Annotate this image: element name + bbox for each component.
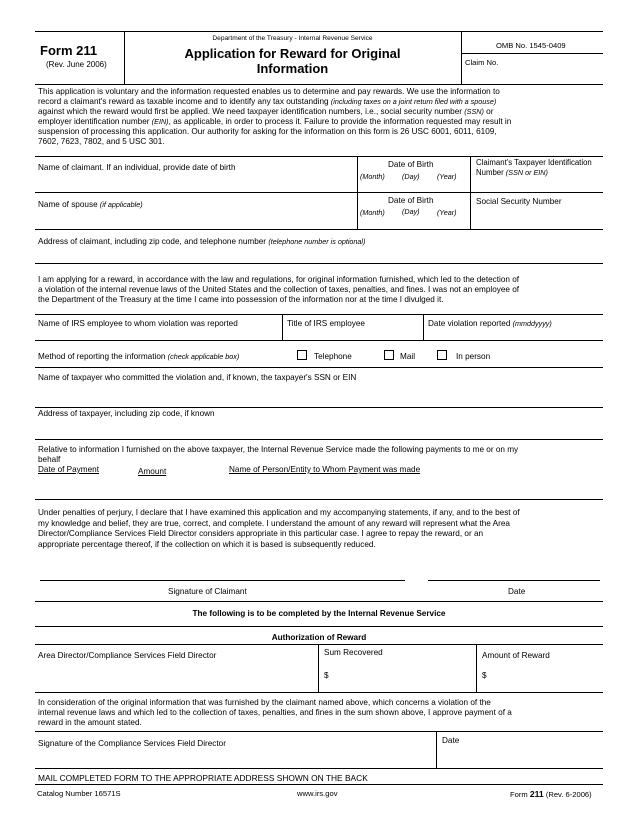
claimant-signature-field[interactable]	[40, 566, 405, 580]
claimant-dob-field[interactable]	[360, 183, 468, 191]
rule-declaration-top	[35, 263, 603, 264]
rule-director-signature-top	[35, 731, 603, 732]
rule-address-top	[35, 229, 603, 230]
header-bottom-rule	[35, 84, 603, 85]
catalog-number: Catalog Number 16571S	[37, 789, 121, 798]
taxpayer-name-field[interactable]	[40, 385, 600, 405]
director-signature-divider	[436, 731, 437, 768]
authorization-col-divider-2	[476, 644, 477, 692]
claimant-address-label: Address of claimant, including zip code, and telephone number (telephone number is optional)	[38, 237, 366, 246]
omb-number: OMB No. 1545-0409	[496, 41, 566, 50]
privacy-statement: This application is voluntary and the information requested enables us to determine and pay rewards. We use the information to record a claimant's reward as taxable income and to identify any tax outstanding (including taxes on a joint return filed with a spouse) against which the reward would first be applied. We need taxpayer identification numbers, i.e., social security number (SSN) or employer identification number (EIN), as applicable, in order to process it. Failure to provide the information requested may result in suspension of processing this application. Our authority for asking for the information on this form is 26 USC 6001, 6011, 6109, 7602, 7623, 7802, and 5 USC 301.	[38, 87, 512, 146]
claim-number-field[interactable]	[540, 58, 598, 72]
taxpayer-address-label: Address of taxpayer, including zip code, if known	[38, 409, 215, 418]
amount-of-reward-dollar: $	[482, 671, 487, 680]
irs-employee-title-label: Title of IRS employee	[287, 319, 365, 328]
spouse-dob-year: (Year)	[437, 208, 457, 217]
director-field[interactable]	[40, 664, 314, 690]
rule-authorization-top	[35, 626, 603, 627]
irs-website: www.irs.gov	[297, 789, 338, 798]
irs-employee-name-label: Name of IRS employee to whom violation was reported	[38, 319, 238, 328]
department-line: Department of the Treasury - Internal Revenue Service	[212, 35, 373, 42]
bottom-rule	[35, 784, 603, 785]
form-title-line1: Application for Reward for Original	[184, 46, 401, 61]
director-date-field[interactable]	[442, 748, 600, 766]
irs-employee-name-field[interactable]	[40, 329, 278, 339]
rule-perjury-top	[35, 499, 603, 500]
spouse-ssn-field[interactable]	[476, 210, 600, 226]
form-title-line2: Information	[256, 61, 329, 76]
claim-number-label: Claim No.	[465, 58, 499, 67]
rule-consideration-top	[35, 692, 603, 693]
payment-amount-column: Amount	[138, 467, 167, 476]
rule-payments-top	[35, 439, 603, 440]
taxpayer-name-label: Name of taxpayer who committed the violation and, if known, the taxpayer's SSN or EIN	[38, 373, 357, 382]
claimant-address-field[interactable]	[40, 249, 600, 261]
claimant-date-line	[428, 580, 600, 581]
rule-spouse-top	[35, 192, 603, 193]
rule-taxpayer-top	[35, 367, 603, 368]
telephone-option-label: Telephone	[314, 352, 352, 361]
method-label: Method of reporting the information (check applicable box)	[38, 352, 240, 361]
mail-option-label: Mail	[400, 352, 416, 361]
violation-date-field[interactable]	[428, 329, 600, 339]
claimant-signature-date-field[interactable]	[428, 566, 600, 580]
sum-recovered-field[interactable]	[334, 666, 472, 686]
rule-method-top	[35, 340, 603, 341]
spouse-dob-day: (Day)	[402, 207, 420, 216]
director-signature-label: Signature of the Compliance Services Field Director	[38, 739, 226, 748]
spouse-dob-month: (Month)	[360, 208, 385, 217]
sum-recovered-label: Sum Recovered	[324, 648, 383, 657]
employee-col-divider-1	[282, 314, 283, 340]
amount-of-reward-label: Amount of Reward	[482, 651, 550, 660]
spouse-dob-field[interactable]	[360, 219, 468, 227]
payment-date-column: Date of Payment	[38, 465, 99, 474]
claimant-name-label: Name of claimant. If an individual, provide date of birth	[38, 163, 236, 172]
in-person-checkbox[interactable]	[437, 350, 447, 360]
rule-taxpayer-address-top	[35, 407, 603, 408]
rule-authorization-fields-top	[35, 644, 603, 645]
payments-statement: Relative to information I furnished on the above taxpayer, the Internal Revenue Service made the following payments to me or on my behalf	[38, 445, 519, 464]
consideration-statement: In consideration of the original information that was furnished by the claimant named above, which concerns a violation of the internal revenue laws and which led to the collection of taxes, penalties, and fines in the sum shown above, I approve payment of a reward in the amount stated.	[38, 698, 512, 727]
claimant-tin-field[interactable]	[476, 180, 600, 191]
claimant-dob-day: (Day)	[402, 172, 420, 181]
taxpayer-address-field[interactable]	[40, 421, 600, 437]
irs-employee-title-field[interactable]	[287, 329, 419, 339]
director-label: Area Director/Compliance Services Field Director	[38, 651, 217, 660]
director-date-label: Date	[442, 736, 460, 745]
payment-recipient-column: Name of Person/Entity to Whom Payment was made	[229, 465, 421, 474]
footer-form-id: Form 211 (Rev. 6-2006)	[510, 789, 592, 799]
in-person-option-label: In person	[456, 352, 491, 361]
employee-col-divider-2	[423, 314, 424, 340]
claimant-tin-label: Claimant's Taxpayer Identification Number (SSN or EIN)	[476, 158, 592, 177]
form-number: Form 211	[40, 43, 98, 58]
amount-of-reward-field[interactable]	[492, 666, 600, 686]
header-divider-right	[461, 31, 462, 84]
mail-instruction: MAIL COMPLETED FORM TO THE APPROPRIATE ADDRESS SHOWN ON THE BACK	[38, 773, 368, 783]
director-signature-field[interactable]	[40, 750, 432, 766]
rule-employee-top	[35, 314, 603, 315]
spouse-name-field[interactable]	[40, 211, 354, 227]
claimant-date-label: Date	[508, 587, 526, 596]
claimant-signature-line	[40, 580, 405, 581]
rule-claimant-top	[35, 156, 603, 157]
telephone-checkbox[interactable]	[297, 350, 307, 360]
rule-irs-section-top	[35, 601, 603, 602]
sum-recovered-dollar: $	[324, 671, 329, 680]
claimant-dob-label: Date of Birth	[388, 160, 434, 169]
authorization-col-divider-1	[318, 644, 319, 692]
payments-entry-area[interactable]	[40, 478, 600, 496]
authorization-heading: Authorization of Reward	[271, 633, 367, 642]
form-title	[124, 46, 461, 76]
mail-checkbox[interactable]	[384, 350, 394, 360]
form-revision: (Rev. June 2006)	[46, 60, 107, 69]
top-rule	[35, 31, 603, 32]
violation-date-label: Date violation reported (mmddyyyy)	[428, 319, 552, 328]
spouse-name-label: Name of spouse (if applicable)	[38, 200, 143, 209]
spouse-dob-label: Date of Birth	[388, 196, 434, 205]
omb-rule	[461, 53, 603, 54]
spouse-ssn-label: Social Security Number	[476, 197, 562, 206]
declaration-statement: I am applying for a reward, in accordance with the law and regulations, for original information furnished, which led to the detection of a violation of the internal revenue laws of the United States and the collection of taxes, penalties, and fines. I was not an employee of the Department of the Treasury at the time I came into possession of the information nor at the time I divulged it.	[38, 275, 520, 304]
claimant-dob-year: (Year)	[437, 172, 457, 181]
claimant-signature-label: Signature of Claimant	[168, 587, 247, 596]
claimant-name-field[interactable]	[40, 175, 354, 191]
rule-mail-note-top	[35, 768, 603, 769]
irs-section-heading: The following is to be completed by the Internal Revenue Service	[192, 609, 446, 618]
claimant-dob-month: (Month)	[360, 172, 385, 181]
perjury-statement: Under penalties of perjury, I declare that I have examined this application and my accompanying statements, if any, and to the best of my knowledge and belief, they are true, correct, and complete. I understand the amount of any reward will represent what the Area Director/Compliance Services Field Director considers appropriate in this particular case. I agree to repay the reward, or an appropriate percentage thereof, if the collection on which it is based is subsequently reduced.	[38, 508, 520, 549]
